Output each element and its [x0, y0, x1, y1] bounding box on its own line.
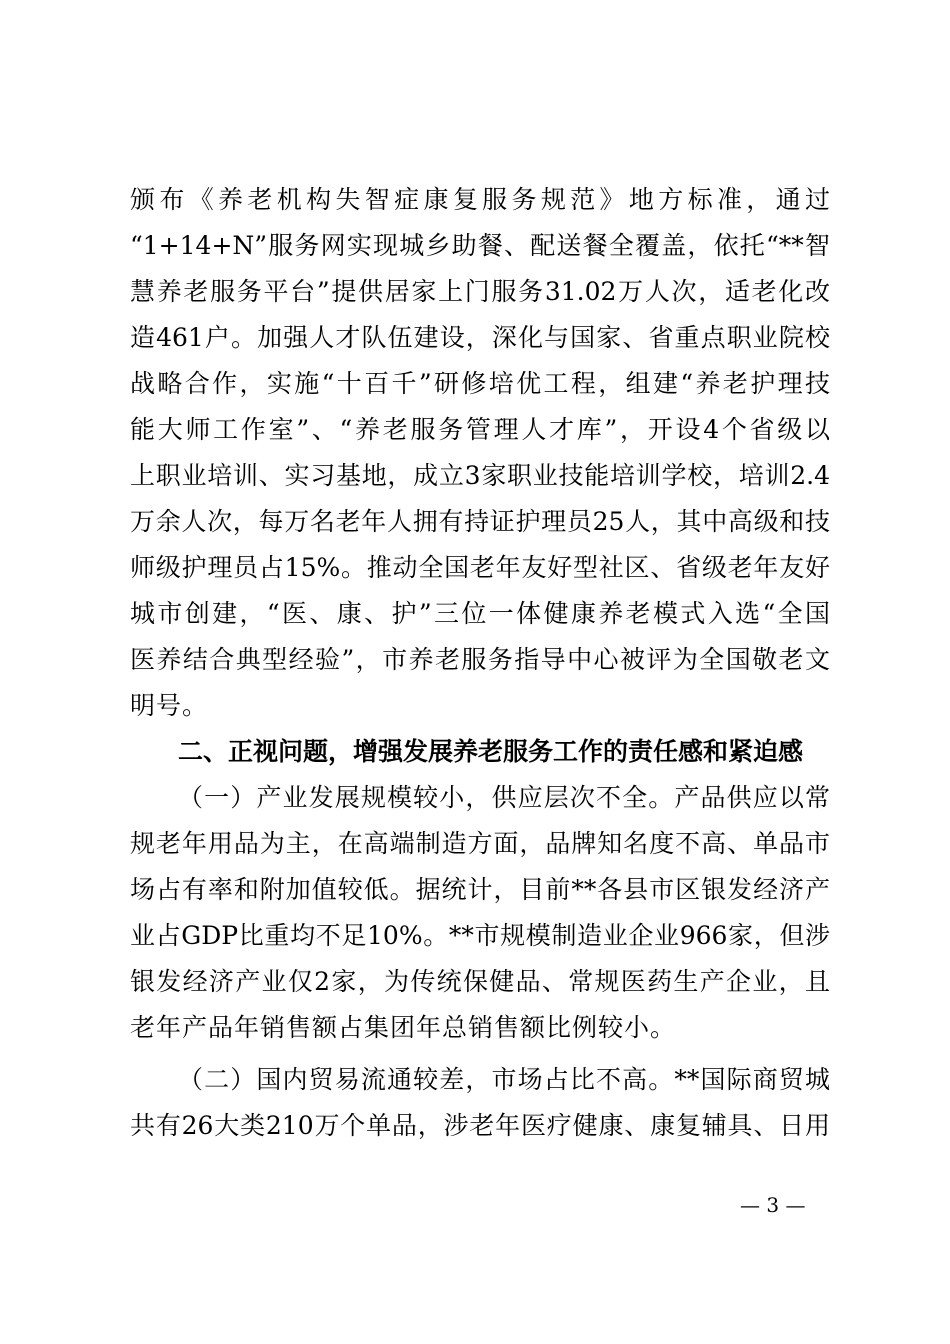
body-line: 医养结合典型经验”，市养老服务指导中心被评为全国敬老文 — [130, 645, 830, 674]
body-line: 能大师工作室”、“养老服务管理人才库”，开设4个省级以 — [130, 415, 830, 444]
paragraph-line: （二）国内贸易流通较差，市场占比不高。**国际商贸城 — [178, 1065, 830, 1094]
body-line: 战略合作，实施“十百千”研修培优工程，组建“养老护理技 — [130, 369, 830, 398]
body-line: 万余人次，每万名老年人拥有持证护理员25人，其中高级和技 — [130, 507, 830, 536]
paragraph-line: 银发经济产业仅2家，为传统保健品、常规医药生产企业，且 — [130, 967, 830, 996]
paragraph-line: 规老年用品为主，在高端制造方面，品牌知名度不高、单品市 — [130, 829, 830, 858]
body-line: 上职业培训、实习基地，成立3家职业技能培训学校，培训2.4 — [130, 461, 830, 490]
body-line: 慧养老服务平台”提供居家上门服务31.02万人次，适老化改 — [130, 277, 830, 306]
section-heading: 二、正视问题，增强发展养老服务工作的责任感和紧迫感 — [178, 737, 804, 766]
paragraph-line: 场占有率和附加值较低。据统计，目前**各县市区银发经济产 — [130, 875, 830, 904]
paragraph-line: 业占GDP比重均不足10%。**市规模制造业企业966家，但涉 — [130, 921, 830, 950]
body-line: 师级护理员占15%。推动全国老年友好型社区、省级老年友好 — [130, 553, 830, 582]
paragraph-line: 共有26大类210万个单品，涉老年医疗健康、康复辅具、日用 — [130, 1111, 830, 1140]
body-line: 明号。 — [130, 691, 209, 720]
body-line: 颁布《养老机构失智症康复服务规范》地方标准，通过 — [130, 185, 830, 214]
body-line: “1+14+N”服务网实现城乡助餐、配送餐全覆盖，依托“**智 — [130, 231, 830, 260]
body-line: 城市创建，“医、康、护”三位一体健康养老模式入选“全国 — [130, 599, 830, 628]
page-number: — 3 — — [740, 1193, 806, 1217]
paragraph-line: 老年产品年销售额占集团年总销售额比例较小。 — [130, 1013, 677, 1042]
body-line: 造461户。加强人才队伍建设，深化与国家、省重点职业院校 — [130, 323, 830, 352]
paragraph-line: （一）产业发展规模较小，供应层次不全。产品供应以常 — [178, 783, 830, 812]
